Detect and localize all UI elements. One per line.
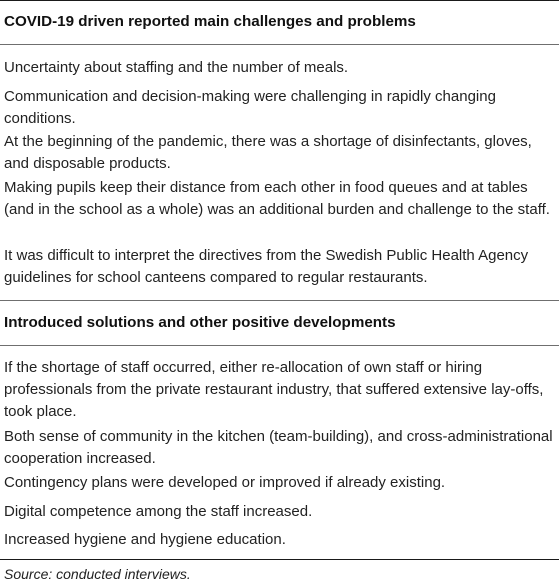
solution-item: Contingency plans were developed or improved if already existing. xyxy=(4,474,446,491)
solution-item: If the shortage of staff occurred, either re-allocation of own staff or hiring professionals from the private restaurant industry, that suffered extensive lay-offs, took place. xyxy=(4,359,544,420)
challenge-item: Communication and decision-making were challenging in rapidly changing conditions. xyxy=(4,88,496,127)
bottom-rule xyxy=(0,559,559,560)
section-heading-solutions: Introduced solutions and other positive developments xyxy=(4,314,396,331)
section-rule-challenges xyxy=(0,44,559,45)
solution-item: Increased hygiene and hygiene education. xyxy=(4,531,286,548)
solution-item: Both sense of community in the kitchen (team-building), and cross-administrational cooperation increased. xyxy=(4,428,553,467)
solution-item: Digital competence among the staff increased. xyxy=(4,503,313,520)
top-rule xyxy=(0,0,559,1)
section-rule-solutions xyxy=(0,345,559,346)
section-divider xyxy=(0,300,559,301)
challenge-item: It was difficult to interpret the directives from the Swedish Public Health Agency guidelines for school canteens compared to regular restaurants. xyxy=(4,247,529,286)
challenge-item: At the beginning of the pandemic, there was a shortage of disinfectants, gloves, and disposable products. xyxy=(4,133,532,172)
challenge-item: Making pupils keep their distance from each other in food queues and at tables (and in the school as a whole) was an additional burden and challenge to the staff. xyxy=(4,179,550,218)
source-note: Source: conducted interviews. xyxy=(4,566,191,582)
section-heading-challenges: COVID-19 driven reported main challenges and problems xyxy=(4,13,416,30)
challenge-item: Uncertainty about staffing and the number of meals. xyxy=(4,59,349,76)
